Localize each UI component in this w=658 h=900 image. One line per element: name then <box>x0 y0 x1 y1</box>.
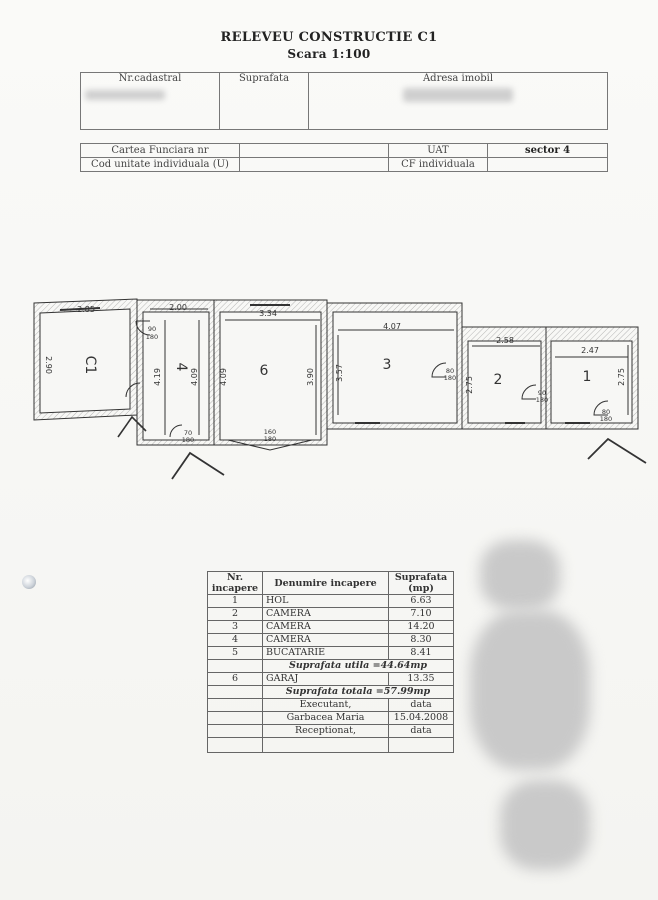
row-area: 8.41 <box>389 647 454 660</box>
nr-cadastral-cell <box>81 73 220 130</box>
table-row <box>208 595 454 608</box>
dim-room6-top: 3.34 <box>259 309 277 318</box>
door-label: 80 <box>601 408 611 416</box>
row-name: CAMERA <box>263 621 389 634</box>
dim-room2-side: 2.75 <box>465 376 474 394</box>
row-area: 7.10 <box>389 608 454 621</box>
redacted-stamp <box>480 540 560 610</box>
row-area: 6.63 <box>389 595 454 608</box>
row-nr: 1 <box>208 595 263 608</box>
table-row <box>208 608 454 621</box>
room-label-4: 4 <box>173 362 189 372</box>
sector-value: sector 4 <box>488 144 608 158</box>
door-label: 70 <box>183 429 193 437</box>
executant-date: 15.04.2008 <box>389 712 454 725</box>
dim-room1-side: 2.75 <box>617 368 626 386</box>
dim-room4-top: 2.00 <box>169 303 187 312</box>
door-label: 90 <box>147 325 157 333</box>
dim-c1-side: 2.90 <box>44 356 53 374</box>
header-supr-label: Suprafata <box>394 572 448 583</box>
uat-label: UAT <box>389 144 488 158</box>
row-name: CAMERA <box>263 634 389 647</box>
rooms-table <box>207 571 454 753</box>
room-label-2: 2 <box>493 372 503 388</box>
dim-room4-side: 4.19 <box>153 368 162 386</box>
redacted-stamp <box>470 610 590 770</box>
carte-funciara-value <box>240 144 389 158</box>
cod-unitate-value <box>240 158 389 172</box>
row-name: CAMERA <box>263 608 389 621</box>
document-title: RELEVEU CONSTRUCTIE C1 <box>220 30 438 45</box>
table-row <box>208 673 454 686</box>
executant-label: Executant, <box>263 699 389 712</box>
data-label-2: data <box>389 725 454 738</box>
door-label: 90 <box>537 389 547 397</box>
table-row <box>208 647 454 660</box>
document-scale: Scara 1:100 <box>287 47 371 61</box>
carte-funciara-label: Cartea Funciara nr <box>81 144 240 158</box>
door-label: 180 <box>145 333 159 341</box>
executant-name: Garbacea Maria <box>263 712 389 725</box>
dim-room3-side: 3.57 <box>335 364 344 382</box>
adresa-cell <box>309 73 608 130</box>
cod-unitate-label: Cod unitate individuala (U) <box>81 158 240 172</box>
suprafata-utila: Suprafata utila =44.64mp <box>263 660 454 673</box>
redacted-area <box>85 90 165 100</box>
dim-room6-side: 4.09 <box>219 368 228 386</box>
row-nr: 4 <box>208 634 263 647</box>
suprafata-label: Suprafata <box>238 73 290 84</box>
row-area: 14.20 <box>389 621 454 634</box>
door-label: 180 <box>599 415 613 423</box>
receptionat-label: Receptionat, <box>263 725 389 738</box>
floor-plan <box>0 285 658 485</box>
header-nr <box>208 572 263 595</box>
room-label-1: 1 <box>582 369 592 385</box>
door-label: 180 <box>443 374 457 382</box>
row-area: 8.30 <box>389 634 454 647</box>
row-nr: 5 <box>208 647 263 660</box>
dim-c1-top: 2.85 <box>77 305 95 314</box>
redacted-stamp <box>500 780 590 870</box>
dim-room6-side-b: 3.90 <box>306 368 315 386</box>
adresa-label: Adresa imobil <box>422 73 494 84</box>
header-nr2-label: incapere <box>211 583 259 594</box>
dim-room4-side-b: 4.09 <box>190 368 199 386</box>
room-label-c1: C1 <box>82 355 98 375</box>
door-label: 80 <box>445 367 455 375</box>
door-label: 180 <box>181 436 195 444</box>
suprafata-totala: Suprafata totala =57.99mp <box>263 686 454 699</box>
row-area: 13.35 <box>389 673 454 686</box>
data-label: data <box>389 699 454 712</box>
cadastral-info-table <box>80 72 608 130</box>
room-label-6: 6 <box>259 363 269 379</box>
dim-room1-top: 2.47 <box>581 346 599 355</box>
row-nr: 2 <box>208 608 263 621</box>
cf-individuala-label: CF individuala <box>389 158 488 172</box>
cf-individuala-value <box>488 158 608 172</box>
dim-room3-top: 4.07 <box>383 322 401 331</box>
room-label-3: 3 <box>382 357 392 373</box>
redacted-area <box>403 88 513 102</box>
row-name: HOL <box>263 595 389 608</box>
row-nr: 6 <box>208 673 263 686</box>
header-nr-label: Nr. <box>226 572 244 583</box>
nr-cadastral-label: Nr.cadastral <box>118 73 182 84</box>
header-suprafata <box>389 572 454 595</box>
row-name: BUCATARIE <box>263 647 389 660</box>
door-label: 180 <box>263 435 277 443</box>
row-nr: 3 <box>208 621 263 634</box>
door-label: 180 <box>535 396 549 404</box>
header-denumire: Denumire incapere <box>263 572 389 595</box>
suprafata-cell <box>220 73 309 130</box>
door-label: 160 <box>263 428 277 436</box>
table-row <box>208 621 454 634</box>
carte-funciara-table <box>80 143 608 172</box>
row-name: GARAJ <box>263 673 389 686</box>
dim-room2-top: 2.58 <box>496 336 514 345</box>
header-unit-label: (mp) <box>408 583 434 594</box>
punch-hole <box>22 575 36 589</box>
table-row <box>208 634 454 647</box>
